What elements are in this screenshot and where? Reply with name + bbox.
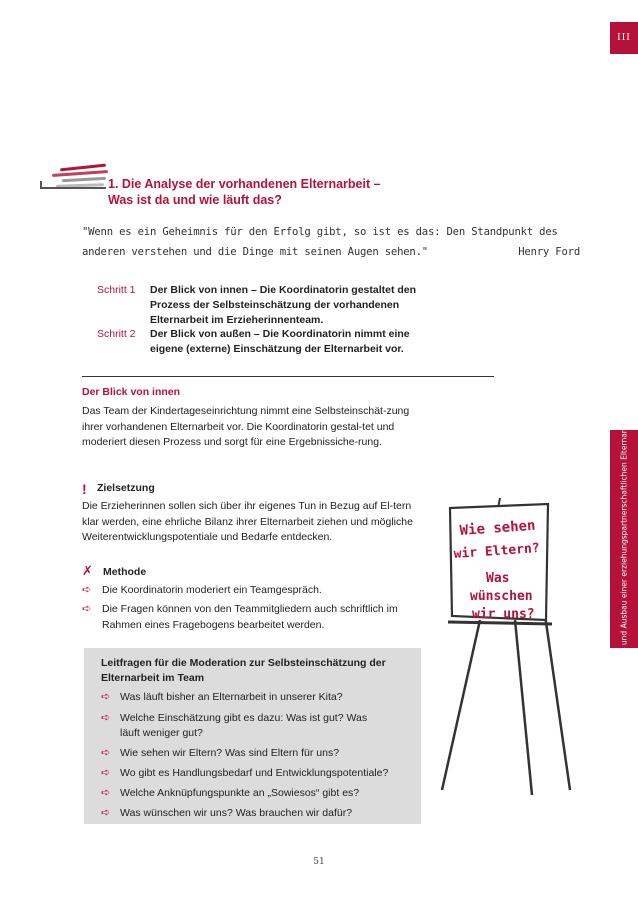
- list-item-text: Wo gibt es Handlungsbedarf und Entwicklungspotentiale?: [120, 767, 389, 779]
- quote-line-2: anderen verstehen und die Dinge mit seinen Augen sehen.": [82, 246, 428, 258]
- list-item-text: Welche Einschätzung gibt es dazu: Was ist gut? Was läuft weniger gut?: [120, 712, 368, 739]
- easel-illustration: [420, 490, 600, 810]
- chapter-number: III: [617, 33, 631, 43]
- arrow-right-icon: ➪: [82, 584, 92, 596]
- list-item-text: Die Fragen können von den Teammitgliedern auch schriftlich im Rahmen eines Fragebogens bearbeitet werden.: [102, 603, 398, 631]
- guiding-questions-box: [84, 648, 421, 824]
- quote: [82, 222, 580, 262]
- box-title: Leitfragen für die Moderation zur Selbsteinschätzung der Elternarbeit im Team: [101, 657, 386, 684]
- zielsetzung-text: Die Erzieherinnen sollen sich über ihr eigenes Tun in Bezug auf El-tern klar werden, eine ehrliche Bilanz ihrer Elternarbeit ziehen und mögliche Weiterentwicklungspotentiale und Bedarfe entdecken.: [82, 500, 413, 543]
- subsection-text: Das Team der Kindertageseinrichtung nimmt eine Selbsteinschät-zung ihrer vorhandenen Elternarbeit vor. Die Koordinatorin gestal-tet und moderiert diesen Prozess und sorgt für eine Ergebnissiche-rung.: [82, 405, 410, 448]
- chapter-tab: [610, 22, 638, 54]
- subsection-title: Der Blick von innen: [82, 386, 181, 398]
- heading-line-2: Was ist da und wie läuft das?: [108, 193, 282, 207]
- easel-line-4: wünschen: [470, 589, 533, 604]
- easel-line-2: wir Eltern?: [453, 541, 541, 562]
- step-label: Schritt 1: [97, 284, 136, 296]
- list-item-text: Was wünschen wir uns? Was brauchen wir dafür?: [120, 807, 353, 819]
- list-item-text: Was läuft bisher an Elternarbeit in unserer Kita?: [120, 691, 343, 703]
- heading-line-1: 1. Die Analyse der vorhandenen Elternarbeit –: [108, 177, 381, 191]
- arrow-right-icon: ➪: [101, 807, 111, 819]
- easel-line-5: wir uns?: [472, 607, 535, 622]
- quote-author: Henry Ford: [518, 246, 580, 258]
- arrow-right-icon: ➪: [101, 712, 111, 724]
- arrow-right-icon: ➪: [101, 747, 111, 759]
- page-number: 51: [313, 857, 325, 867]
- arrow-right-icon: ➪: [82, 603, 92, 615]
- step-text: Der Blick von innen – Die Koordinatorin gestaltet den Prozess der Selbsteinschätzung der vorhandenen Elternarbeit im Erzieherinnenteam.: [150, 284, 417, 326]
- step-label: Schritt 2: [97, 328, 136, 340]
- running-title-band: [610, 415, 638, 663]
- methode-title: Methode: [103, 566, 147, 578]
- exclamation-icon: !: [82, 481, 87, 497]
- easel-line-1: Wie sehen: [459, 517, 536, 539]
- divider: [82, 376, 494, 377]
- list-item-text: Wie sehen wir Eltern? Was sind Eltern für uns?: [120, 747, 340, 759]
- section-heading: [108, 176, 438, 208]
- running-title: Auf- und Ausbau einer erziehungspartnerschaftlichen Elternarbeit: [619, 415, 629, 663]
- list-item-text: Welche Anknüpfungspunkte an „Sowiesos“ gibt es?: [120, 787, 360, 799]
- list-item-text: Die Koordinatorin moderiert ein Teamgespräch.: [102, 584, 322, 596]
- step-text: Der Blick von außen – Die Koordinatorin nimmt eine eigene (externe) Einschätzung der Elternarbeit vor.: [150, 328, 410, 355]
- easel-line-3: Was: [486, 571, 510, 586]
- zielsetzung-title: Zielsetzung: [97, 482, 155, 494]
- quote-line-1: "Wenn es ein Geheimnis für den Erfolg gibt, so ist es das: Den Standpunkt des: [82, 226, 558, 238]
- arrow-right-icon: ➪: [101, 767, 111, 779]
- arrow-right-icon: ➪: [101, 787, 111, 799]
- arrow-right-icon: ➪: [101, 691, 111, 703]
- cross-icon: ✗: [82, 564, 93, 579]
